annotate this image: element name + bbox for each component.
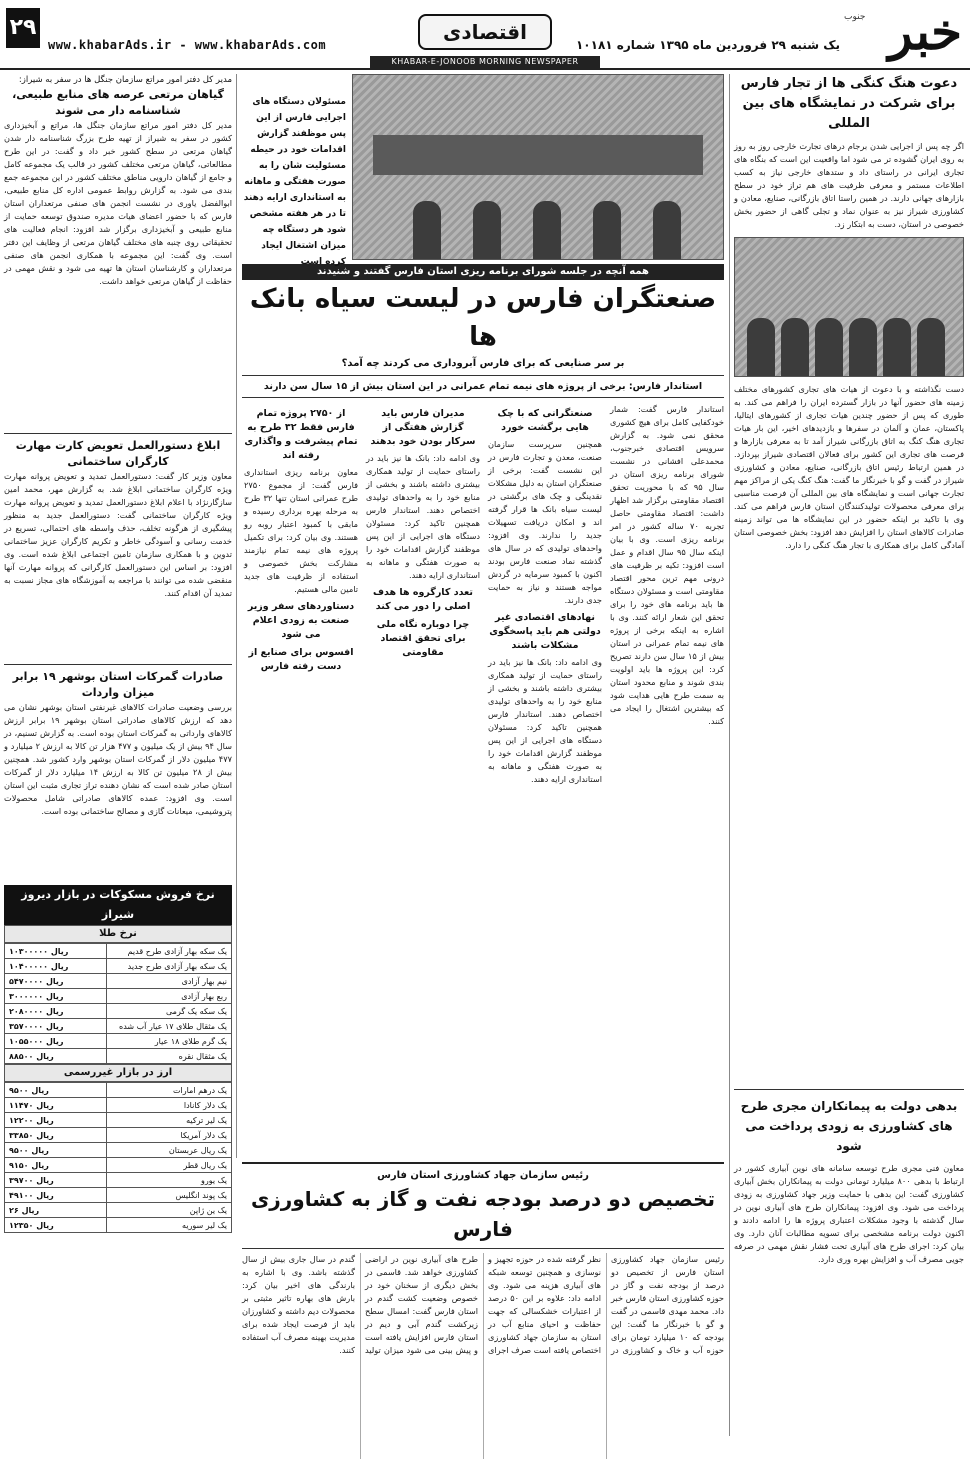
site-urls[interactable]: www.khabarAds.ir - www.khabarAds.com xyxy=(48,38,327,52)
price-item-value: ۳۵۷۰۰۰۰ ریال xyxy=(5,1019,107,1034)
story-body-a: استاندار فارس گفت: شمار خودکفایی کامل برای هیچ کشوری محقق نمی شود. به گزارش سرویس اقتصادی خبرجنوب، محمدعلی افشانی در نشست شورای برنامه ریزی استان در سال ۹۵ که با محوریت تحقق اقتصاد مقاومتی برگزار شد اظهار داشت: اقتصاد مقاومتی حاصل تجربه ۷۰ ساله کشور در امر برنامه ریزی است. وی با بیان اینکه سال ۹۵ سال اقدام و عمل است افزود: تکیه بر ظرفیت های درونی مهم ترین محور اقتصاد مقاومتی است و مسئولان دستگاه ها باید برنامه های خود را برای تحقق این شعار ارائه کنند. وی با اشاره به اینکه برخی از پروژه های نیمه تمام عمرانی در استان بیش از ۱۵ سال سن دارند تصریح کرد: این پروژه ها باید اولویت بندی شوند و منابع محدود استان به سمت طرح هایی هدایت شود که بیشترین اشتغال را ایجاد می کنند. xyxy=(610,404,725,726)
skill-card-article-title: ابلاغ دستورالعمل تعویض کارت مهارت کارگران ساختمانی xyxy=(15,439,221,468)
price-item-value: ۱۰۳۰۰۰۰۰ ریال xyxy=(5,944,107,959)
price-row xyxy=(5,1218,232,1233)
issue-info: یک شنبه ۲۹ فروردین ماه ۱۳۹۵ شماره ۱۰۱۸۱ xyxy=(575,38,840,52)
price-item-name: یک ریال عربستان xyxy=(107,1143,232,1158)
price-item-value: ۱۱۴۷۰ ریال xyxy=(5,1098,107,1113)
price-item-name: یک لیر سوریه xyxy=(107,1218,232,1233)
right-column xyxy=(734,74,964,1430)
bottom-story-body: رئیس سازمان جهاد کشاورزی استان فارس از تخصیص دو درصد از بودجه نفت و گاز در حوزه کشاورزی استان فارس خبر داد. محمد مهدی قاسمی در گفت و گو با خبرنگار ما گفت: این بودجه که ۱۰ میلیارد تومان برای حوزه آب و خاک و کشاورزی در نظر گرفته شده در حوزه تجهیز و نوسازی و همچنین توسعه شبکه های آبیاری هزینه می شود. وی ادامه داد: علاوه بر این ۵۰ درصد از اعتبارات خشکسالی که جهت حفاظت و احیای منابع آب در استان به سازمان جهاد کشاورزی اختصاص یافته است صرف اجرای طرح های آبیاری نوین در اراضی کشاورزی خواهد شد. قاسمی در بخش دیگری از سخنان خود در خصوص وضعیت کشت گندم در استان فارس گفت: امسال سطح زیرکشت گندم آبی و دیم در استان فارس افزایش یافته است و پیش بینی می شود میزان تولید گندم در سال جاری بیش از سال گذشته باشد. وی با اشاره به بارندگی های اخیر بیان کرد: بارش های بهاره تاثیر مثبتی بر محصولات دیم داشته و کشاورزان باید از فرصت ایجاد شده برای مدیریت بهینه مصرف آب استفاده کنند. xyxy=(242,1254,724,1355)
price-row xyxy=(5,1203,232,1218)
top-story-lead: استاندار فارس: برخی از پروژه های نیمه تمام عمرانی در این استان بیش از ۱۵ سال سن دارند xyxy=(263,381,703,392)
price-item-name: یک دلار کانادا xyxy=(107,1098,232,1113)
story-body-c2: وی ادامه داد: بانک ها نیز باید در راستای حمایت از تولید همکاری بیشتری داشته باشند و بخشی از منابع خود را به واحدهای تولیدی اختصاص دهند. استاندار فارس همچنین تاکید کرد: مسئولان دستگاه های اجرایی از این پس موظفند گزارش اقدامات خود را به صورت هفتگی و ماهانه به استانداری ارایه دهند. xyxy=(366,453,480,580)
price-row xyxy=(5,1004,232,1019)
delegation-photo xyxy=(734,237,964,377)
section-label: اقتصادی xyxy=(418,14,552,50)
logo-subtext: جنوب xyxy=(844,12,866,22)
rangeland-intro: مدیر کل دفتر امور مراتع سازمان جنگل ها در سفر به شیراز: xyxy=(18,75,232,85)
price-item-value: ۹۵۰۰ ریال xyxy=(5,1083,107,1098)
hong-kong-article-title: دعوت هنگ کنگی ها از تجار فارس برای شرکت در نمایشگاه های بین المللی xyxy=(740,76,958,131)
top-story xyxy=(242,74,724,1158)
price-row xyxy=(5,944,232,959)
skill-card-article-body: معاون وزیر کار گفت: دستورالعمل تمدید و تعویض پروانه مهارت ویژه کارگران ساختمانی ابلاغ شد. به گزارش مهر، محمد امین سازگارنژاد با اعلام ابلاغ دستورالعمل تمدید و تعویض پروانه مهارت ویژه کارگران ساختمانی گفت: دستورالعمل جدید به منظور پیشگیری از هرگونه تخلف، حذف واسطه های احتمالی، تسریع در خدمت رسانی و آسودگی خاطر و تکریم کارگران عزیز ساختمانی تدوین و با همکاری سازمان تامین اجتماعی ابلاغ شده است. وی افزود: بر اساس این دستورالعمل کارگرانی که پروانه مهارت آنها منقضی شده می توانند با مراجعه به آموزشگاه های مجاز نسبت به تمدید آن اقدام کنند. xyxy=(4,471,232,598)
story-column-1 xyxy=(610,403,724,1203)
price-row xyxy=(5,1173,232,1188)
price-row xyxy=(5,974,232,989)
price-item-value: ۳۳۸۵۰ ریال xyxy=(5,1128,107,1143)
gold-table-title: نرخ طلا xyxy=(4,925,232,943)
story-subhead: چرا دوباره نگاه ملی برای تحقق اقتصاد مقاومتی xyxy=(376,619,470,658)
hong-kong-article-intro: اگر چه پس از اجرایی شدن برجام درهای تجارت خارجی روز به روز به روی ایران گشوده تر می شود اما واقعیت این است که بنگاه های تجاری ایرانی در راستای داد و ستدهای خارجی نیاز به کسب اطلاعات مستمر و معرفی ظرفیت های هم تراز خود در سطح بازارهای جهانی دارند. در همین راستا اتاق بازرگانی، صنایع، معادن و کشاورزی شیراز نیز به عنوان نماد و تجلی گاهی از حضور بخش خصوصی در استان، دست به ابتکار زد. xyxy=(734,141,964,229)
price-item-name: یک لیر ترکیه xyxy=(107,1113,232,1128)
price-table-block xyxy=(4,885,232,1233)
left-column xyxy=(4,74,233,1230)
story-column-2 xyxy=(488,403,602,1203)
story-subhead: صنعتگرانی که با چک هایی برگشت خورد xyxy=(497,408,593,433)
price-row xyxy=(5,1034,232,1049)
price-item-value: ۳۰۰۰۰۰۰ ریال xyxy=(5,989,107,1004)
logo-text: خبر xyxy=(888,2,962,61)
bottom-story-kicker: رئیس سازمان جهاد کشاورزی استان فارس xyxy=(377,1170,589,1181)
hong-kong-article-body: دست نگذاشته و با دعوت از هیات های تجاری کشورهای مختلف زمینه های حضور آنها در بازار گسترده ایران را فراهم می کند. به طوری که پس از حضور چندین هیات تجاری از کشورهای ایتالیا، پاکستان، عمان و آلمان در سفرها و بازدیدهای اخیر، این بار هیات تجاری هنگ کنگ به اتاق بازرگانی شیراز آمد تا به معرفی بازارها و فرصت های تجاری این کشور برای فعالان اقتصادی شیراز بپردازد. در همین ارتباط رئیس اتاق بازرگانی، صنایع، معادن و کشاورزی شیراز در گفت و گو با خبرنگار ما گفت: هنگ کنگ یکی از مراکز مهم تجارت جهانی است و نمایشگاه های بین المللی آن فرصت مناسبی برای معرفی محصولات تولیدکنندگان استان فارس فراهم می کند. وی با تاکید بر اینکه حضور در این نمایشگاه ها می تواند زمینه صادرات کالاهای استان را افزایش دهد افزود: بخش خصوصی استان آمادگی کامل برای همکاری با تجار هنگ کنگی را دارد. xyxy=(734,384,964,550)
price-row xyxy=(5,959,232,974)
price-row xyxy=(5,1143,232,1158)
column-divider xyxy=(729,74,730,1436)
price-item-value: ۸۸۵۰۰ ریال xyxy=(5,1049,107,1064)
bushehr-customs-title: صادرات گمرکات استان بوشهر ۱۹ برابر میزان واردات xyxy=(12,670,224,699)
council-meeting-photo xyxy=(352,74,724,260)
price-row xyxy=(5,1113,232,1128)
price-item-value: ۹۵۰۰ ریال xyxy=(5,1143,107,1158)
top-story-kicker: همه آنچه در جلسه شورای برنامه ریزی استان فارس گفتند و شنیدند xyxy=(242,264,724,280)
rangeland-article-title: گیاهان مرتعی عرصه های منابع طبیعی، شناسنامه دار می شوند xyxy=(12,88,224,117)
photo-caption: مسئولان دستگاه های اجرایی فارس از این پس موظفند گزارش اقدامات خود در حیطه مسئولیت شان را به صورت هفتگی و ماهانه به استانداری ارایه دهند تا در هر هفته مشخص شود هر دستگاه چه میزان اشتغال ایجاد کرده است xyxy=(243,97,346,267)
price-item-name: یک مثقال طلای ۱۷ عیار آب شده xyxy=(107,1019,232,1034)
price-item-name: یک ین ژاپن xyxy=(107,1203,232,1218)
price-item-value: ۱۰۵۵۰۰۰ ریال xyxy=(5,1034,107,1049)
price-item-name: یک ریال قطر xyxy=(107,1158,232,1173)
price-item-name: یک دلار آمریکا xyxy=(107,1128,232,1143)
story-subhead: افسوس برای صنایع از دست رفته فارس xyxy=(248,647,354,672)
bottom-story xyxy=(242,1162,724,1430)
bushehr-customs-body: بررسی وضعیت صادرات کالاهای غیرنفتی استان بوشهر نشان می دهد که ارزش کالاهای صادراتی استان بوشهر ۱۹ برابر ارزش کالاهای وارداتی به گمرکات استان بوده است. به گزارش تسنیم، در سال ۹۴ بیش از یک میلیون و ۴۷۷ هزار تن کالا به ارزش ۲ میلیارد و ۴۷۷ میلیون دلار از گمرکات استان بوشهر وارد کشور شد. همچنین بیش از ۲۸ میلیون تن کالا به ارزش ۱۴ میلیارد دلار از گمرکات استان صادر شده است که نشان دهنده تراز تجاری مثبت این استان است. وی افزود: عمده کالاهای صادراتی شامل محصولات پتروشیمی، میعانات گازی و مصالح ساختمانی بوده است. xyxy=(4,702,233,816)
price-item-name: یک سکه یک گرمی xyxy=(107,1004,232,1019)
story-subhead: مدیران فارس باید گزارش هفتگی از سرکار بودن خود بدهند xyxy=(370,408,476,447)
price-item-name: نیم بهار آزادی xyxy=(107,974,232,989)
fx-price-table xyxy=(4,1082,232,1233)
price-item-name: ربع بهار آزادی xyxy=(107,989,232,1004)
story-subhead: تعدد کارگروه ها هدف اصلی را دور می کند xyxy=(373,587,473,612)
contractors-article-title: بدهی دولت به پیمانکاران مجری طرح های کشاورزی به زودی پرداخت می شود xyxy=(740,1099,958,1153)
price-item-value: ۴۹۱۰۰ ریال xyxy=(5,1188,107,1203)
price-row xyxy=(5,989,232,1004)
price-row xyxy=(5,1019,232,1034)
price-row xyxy=(5,1083,232,1098)
gold-price-table xyxy=(4,943,232,1064)
rangeland-article-body: مدیر کل دفتر امور مراتع سازمان جنگل ها، مراتع و آبخیزداری کشور در سفر به شیراز از تهیه طرح بزرگ شناسنامه دار شدن گیاهان مرتعی در سطح کشور خبر داد و گفت: در این طرح مطالعاتی، گیاهان مرتعی مختلف کشور در قالب یک مجموعه کامل و جامع از گیاهان دارویی مناطق مختلف کشور در این مجموعه جمع بندی می شود. به گزارش روابط عمومی اداره کل منابع طبیعی، ابوالفضل یاوری در نشست انجمن های صنفی مرتعداران استان فارس که با حضور اعضای هیات مدیره صندوق توسعه حمایت از منابع طبیعی و آبخیزداری برگزار شد افزود: انجام فعالیت های تحقیقاتی روی چنبه های مختلف گیاهان مرتعی از وظایف این دفتر است. وی گفت: این مجموعه با همکاری انجمن های صنفی مرتعداران و کارشناسان استان ها تهیه می شود و نقش مهمی در حفاظت از گیاهان مرتعی خواهد داشت. xyxy=(4,120,232,286)
price-item-name: یک پوند انگلیس xyxy=(107,1188,232,1203)
tagline: KHABAR-E-JONOOB MORNING NEWSPAPER xyxy=(370,56,600,68)
story-column-3 xyxy=(366,403,480,1203)
story-subhead: نهادهای اقتصادی غیر دولتی هم باید پاسخگوی مشکلات باشند xyxy=(489,612,601,651)
price-item-value: ۲۶ ریال xyxy=(5,1203,107,1218)
masthead xyxy=(0,0,970,70)
price-row xyxy=(5,1098,232,1113)
price-item-value: ۱۲۲۰۰ ریال xyxy=(5,1113,107,1128)
story-body-c: وی ادامه داد: بانک ها نیز باید در راستای حمایت از تولید همکاری بیشتری داشته باشند و بخشی از منابع خود را به واحدهای تولیدی اختصاص دهند. استاندار فارس همچنین تاکید کرد: مسئولان دستگاه های اجرایی از این پس موظفند گزارش اقدامات خود را به صورت هفتگی و ماهانه به استانداری ارایه دهند. xyxy=(488,657,602,784)
top-story-subtitle: بر سر صنایعی که برای فارس آبروداری می کردند چه آمد؟ xyxy=(341,358,625,369)
price-item-name: یک سکه بهار آزادی طرح قدیم xyxy=(107,944,232,959)
fx-table-title: ارز در بازار غیررسمی xyxy=(4,1064,232,1082)
page-number: ۲۹ xyxy=(6,8,40,48)
story-column-4 xyxy=(244,403,358,1203)
price-item-name: یک سکه بهار آزادی طرح جدید xyxy=(107,959,232,974)
price-row xyxy=(5,1158,232,1173)
newspaper-logo xyxy=(844,2,962,66)
column-divider xyxy=(236,74,237,1158)
story-body-d: معاون برنامه ریزی استانداری فارس گفت: از مجموع ۲۷۵۰ طرح عمرانی استان تنها ۳۲ طرح به مرحله بهره برداری رسیده و مابقی با کمبود اعتبار روبه رو هستند. وی بیان کرد: برای تکمیل پروژه های نیمه تمام نیازمند مشارکت بخش خصوصی و استفاده از ظرفیت های جدید تامین مالی هستیم. xyxy=(244,467,359,594)
price-row xyxy=(5,1049,232,1064)
price-item-name: یک گرم طلای ۱۸ عیار xyxy=(107,1034,232,1049)
top-story-headline: صنعتگران فارس در لیست سیاه بانک ها xyxy=(249,284,717,352)
price-row xyxy=(5,1128,232,1143)
price-item-value: ۲۰۸۰۰۰۰ ریال xyxy=(5,1004,107,1019)
price-row xyxy=(5,1188,232,1203)
story-subhead: دستاوردهای سفر وزیر صنعت به زودی اعلام می شود xyxy=(247,601,355,640)
price-item-name: یک مثقال نقره xyxy=(107,1049,232,1064)
price-item-value: ۱۰۴۰۰۰۰۰ ریال xyxy=(5,959,107,974)
story-body-b: همچنین سرپرست سازمان صنعت، معدن و تجارت فارس در این نشست گفت: برخی از صنعتگران استان به دلیل مشکلات نقدینگی و چک های برگشتی در لیست سیاه بانک ها قرار گرفته اند و امکان دریافت تسهیلات جدید را ندارند. وی افزود: واحدهای تولیدی که در سال های گذشته نماد صنعت فارس بودند اکنون با کمبود سرمایه در گردش مواجه هستند و نیاز به حمایت جدی دارند. xyxy=(488,439,602,605)
story-subhead: از ۲۷۵۰ پروژه تمام فارس فقط ۳۲ طرح به تمام پیشرفت و واگذاری رفته اند xyxy=(244,408,358,461)
price-item-value: ۹۱۵۰ ریال xyxy=(5,1158,107,1173)
price-item-value: ۳۹۷۰۰ ریال xyxy=(5,1173,107,1188)
contractors-article-body: معاون فنی مجری طرح توسعه سامانه های نوین آبیاری کشور در ارتباط با بدهی ۸۰۰ میلیارد تومانی دولت به پیمانکاران بخش آبیاری کشاورزی گفت: این بدهی با حمایت وزیر جهاد کشاورزی به زودی پرداخت می شود. وی افزود: پیمانکاران طرح های آبیاری نوین در سال گذشته با وجود مشکلات اعتباری پروژه ها را ادامه دادند و اکنون دولت برنامه مشخصی برای تسویه مطالبات آنان دارد. وی بیان کرد: اجرای طرح های آبیاری تحت فشار نقش مهمی در صرفه جویی مصرف آب و افزایش بهره وری دارد. xyxy=(734,1163,964,1264)
price-item-name: یک یورو xyxy=(107,1173,232,1188)
price-item-value: ۱۲۳۵۰ ریال xyxy=(5,1218,107,1233)
price-item-name: یک درهم امارات xyxy=(107,1083,232,1098)
bottom-story-title: تخصیص دو درصد بودجه نفت و گاز به کشاورزی فارس xyxy=(250,1187,716,1241)
price-table-title: نرخ فروش مسکوکات در بازار دیروز شیراز xyxy=(4,885,232,925)
price-item-value: ۵۴۷۰۰۰۰ ریال xyxy=(5,974,107,989)
